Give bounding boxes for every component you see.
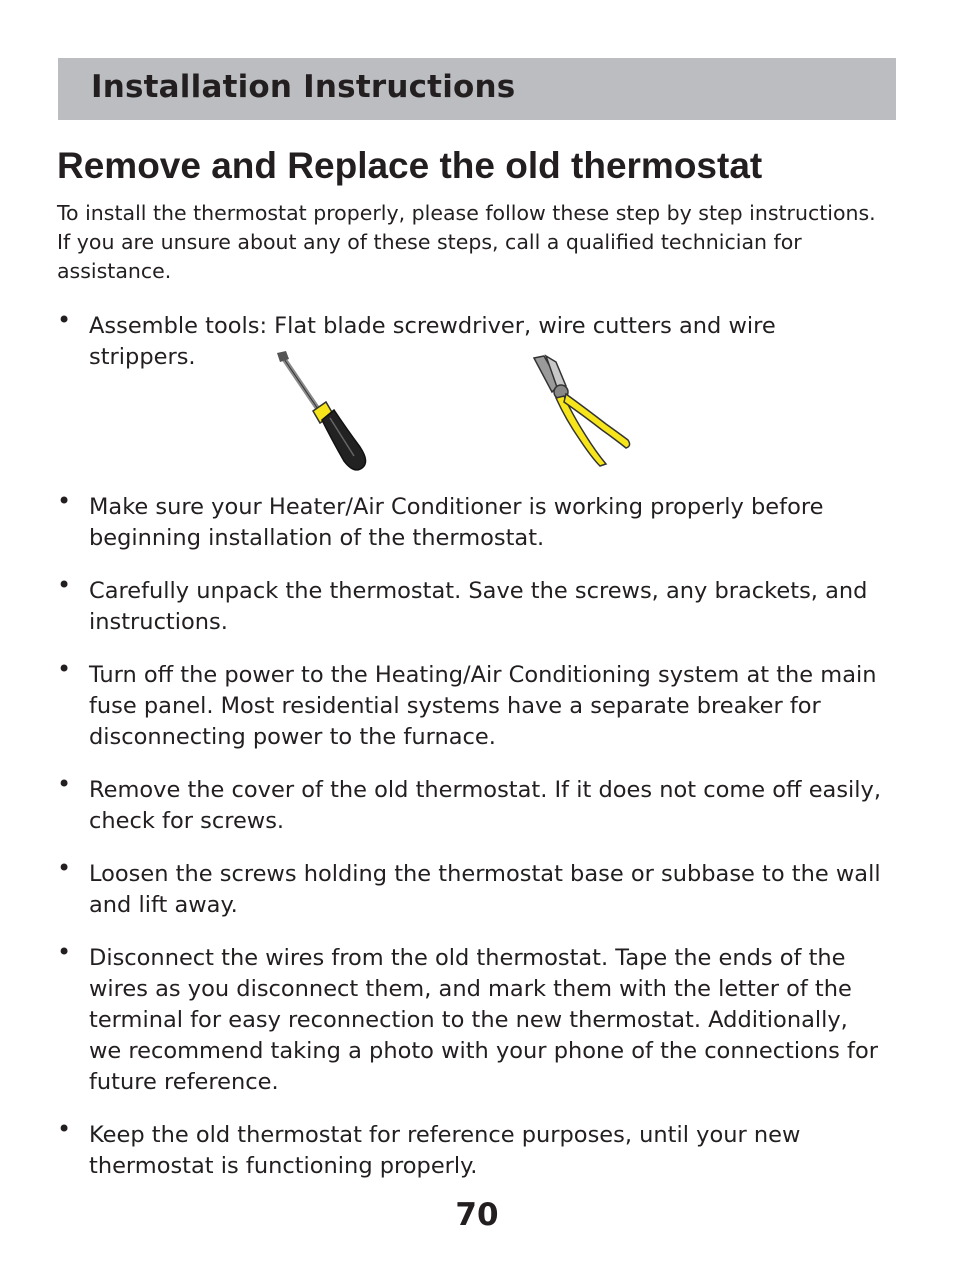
list-item — [57, 1115, 887, 1182]
list-item-text: Make sure your Heater/Air Conditioner is working properly before beginning installation of the thermostat. — [89, 494, 824, 551]
list-item — [57, 655, 887, 753]
list-item — [57, 571, 887, 638]
list-item-text: Disconnect the wires from the old thermostat. Tape the ends of the wires as you disconnect them, and mark them with the letter of the terminal for easy reconnection to the new thermostat. Additionally, we recommend taking a photo with your phone of the connections for future reference. — [89, 945, 878, 1095]
list-item-text: Keep the old thermostat for reference purposes, until your new thermostat is functioning properly. — [89, 1122, 801, 1179]
bullet-icon: • — [57, 655, 72, 683]
list-item-text: Loosen the screws holding the thermostat base or subbase to the wall and lift away. — [89, 861, 881, 918]
page-number: 70 — [455, 1197, 499, 1233]
bullet-icon: • — [57, 487, 72, 515]
page-title: Remove and Replace the old thermostat — [57, 145, 763, 186]
list-item — [57, 306, 887, 373]
bullet-icon: • — [57, 1115, 72, 1143]
bullet-icon: • — [57, 938, 72, 966]
list-item-text: Turn off the power to the Heating/Air Conditioning system at the main fuse panel. Most residential systems have a separate breaker for disconnecting power to the furnace. — [89, 662, 877, 750]
list-item-text: Assemble tools: Flat blade screwdriver, wire cutters and wire strippers. — [89, 313, 776, 370]
list-item-text: Carefully unpack the thermostat. Save the screws, any brackets, and instructions. — [89, 578, 868, 635]
intro-paragraph: To install the thermostat properly, please follow these step by step instructions. If you are unsure about any of these steps, call a qualified technician for assistance. — [57, 201, 876, 283]
list-item — [57, 770, 887, 837]
bullet-icon: • — [57, 306, 72, 334]
section-header-banner — [58, 58, 896, 120]
list-item — [57, 854, 887, 921]
bullet-icon: • — [57, 854, 72, 882]
section-header: Installation Instructions — [91, 69, 516, 105]
bullet-icon: • — [57, 571, 72, 599]
list-item-text: Remove the cover of the old thermostat. If it does not come off easily, check for screws. — [89, 777, 882, 834]
list-item — [57, 938, 887, 1098]
bullet-icon: • — [57, 770, 72, 798]
list-item — [57, 487, 887, 554]
